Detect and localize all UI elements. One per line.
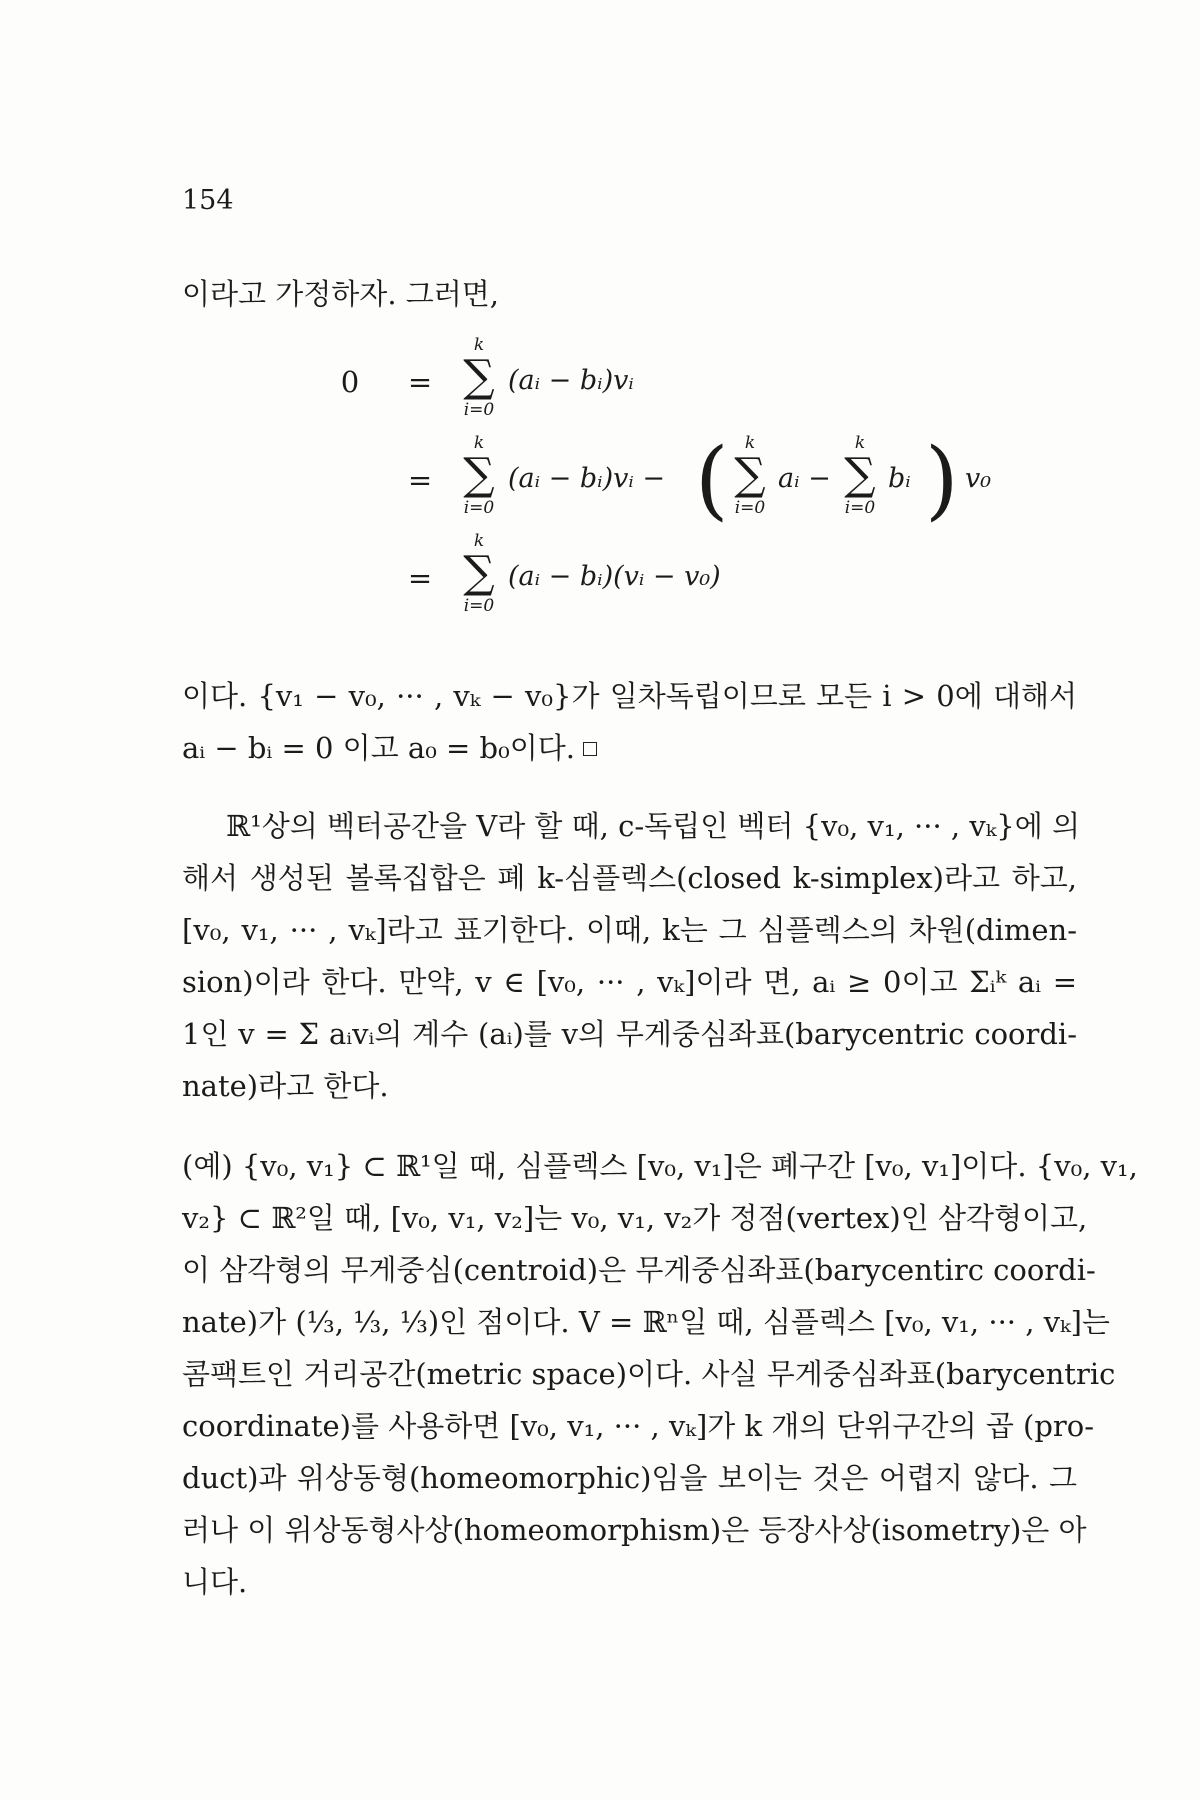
definition-line: nate)라고 한다. [182,1069,389,1103]
left-paren: ( [695,430,729,530]
sigma-glyph: ∑ [463,449,495,500]
sum-lower-limit: i=0 [734,498,766,518]
sum-upper-limit: k [473,433,485,453]
sum-upper-limit: k [473,531,485,551]
sum-upper-limit: k [854,433,866,453]
definition-line: 1인 v = Σ aᵢvᵢ의 계수 (aᵢ)를 v의 무게중심좌표(barycentric coordi- [182,1017,1077,1051]
equation-row-3 [330,531,1030,621]
definition-line: ℝ¹상의 벡터공간을 V라 할 때, c-독립인 벡터 {v₀, v₁, ··· , vₖ}에 의 [226,809,1080,843]
right-paren: ) [925,430,959,530]
equation-term: bᵢ [888,463,911,494]
display-equation [330,335,1030,635]
conclusion-text: aᵢ − bᵢ = 0 이고 a₀ = b₀이다. [182,731,575,765]
definition-paragraph [182,800,1080,1112]
summation-symbol [454,433,504,519]
conclusion-paragraph [182,670,1077,774]
equation-term: (aᵢ − bᵢ)vᵢ − [508,463,665,494]
conclusion-line [182,722,1077,774]
equation-row-1 [330,335,1030,425]
example-line: (예) {v₀, v₁} ⊂ ℝ¹일 때, 심플렉스 [v₀, v₁]은 폐구간 [v₀, v₁]이다. {v₀, v₁, [182,1149,1138,1183]
equation-lhs: 0 [340,365,360,399]
equation-term: (aᵢ − bᵢ)vᵢ [508,365,634,396]
summation-symbol [454,531,504,617]
equals-sign: = [407,561,433,595]
definition-line: [v₀, v₁, ··· , vₖ]라고 표기한다. 이때, k는 그 심플렉스의 차원(dimen- [182,913,1077,947]
summation-symbol [454,335,504,421]
equals-sign: = [407,463,433,497]
example-line: 니다. [182,1565,248,1599]
sigma-glyph: ∑ [463,351,495,402]
page-number: 154 [182,185,234,216]
equation-term: (aᵢ − bᵢ)(vᵢ − v₀) [508,561,721,592]
example-line: nate)가 (⅓, ⅓, ⅓)인 점이다. V = ℝⁿ일 때, 심플렉스 [v₀, v₁, ··· , vₖ]는 [182,1305,1110,1339]
intro-line: 이라고 가정하자. 그러면, [182,277,500,311]
example-line: 콤팩트인 거리공간(metric space)이다. 사실 무게중심좌표(barycentric [182,1357,1116,1391]
qed-box-icon [583,742,597,756]
example-line: duct)과 위상동형(homeomorphic)임을 보이는 것은 어렵지 않다. 그 [182,1461,1077,1495]
equation-term: aᵢ − [778,463,831,494]
definition-line: sion)이라 한다. 만약, v ∈ [v₀, ··· , vₖ]이라 면, aᵢ ≥ 0이고 Σᵢᵏ aᵢ = [182,965,1077,999]
sigma-glyph: ∑ [844,449,876,500]
example-paragraph [182,1140,1138,1608]
sum-lower-limit: i=0 [463,498,495,518]
equation-row-2 [330,430,1030,530]
example-line: coordinate)를 사용하면 [v₀, v₁, ··· , vₖ]가 k 개의 단위구간의 곱 (pro- [182,1409,1095,1443]
sigma-glyph: ∑ [734,449,766,500]
conclusion-line: 이다. {v₁ − v₀, ··· , vₖ − v₀}가 일차독립이므로 모든 i > 0에 대해서 [182,679,1077,713]
sum-lower-limit: i=0 [463,400,495,420]
example-line: 이 삼각형의 무게중심(centroid)은 무게중심좌표(barycentirc coordi- [182,1253,1096,1287]
sigma-glyph: ∑ [463,547,495,598]
sum-lower-limit: i=0 [463,596,495,616]
summation-symbol [835,433,885,519]
example-line: v₂} ⊂ ℝ²일 때, [v₀, v₁, v₂]는 v₀, v₁, v₂가 정점(vertex)인 삼각형이고, [182,1201,1088,1235]
sum-upper-limit: k [473,335,485,355]
equation-term: v₀ [965,463,992,494]
equals-sign: = [407,365,433,399]
sum-upper-limit: k [744,433,756,453]
sum-lower-limit: i=0 [844,498,876,518]
summation-symbol [725,433,775,519]
example-line: 러나 이 위상동형사상(homeomorphism)은 등장사상(isometry)은 아 [182,1513,1087,1547]
definition-line: 해서 생성된 볼록집합은 폐 k-심플렉스(closed k-simplex)라고 하고, [182,861,1077,895]
intro-paragraph [182,268,1077,320]
